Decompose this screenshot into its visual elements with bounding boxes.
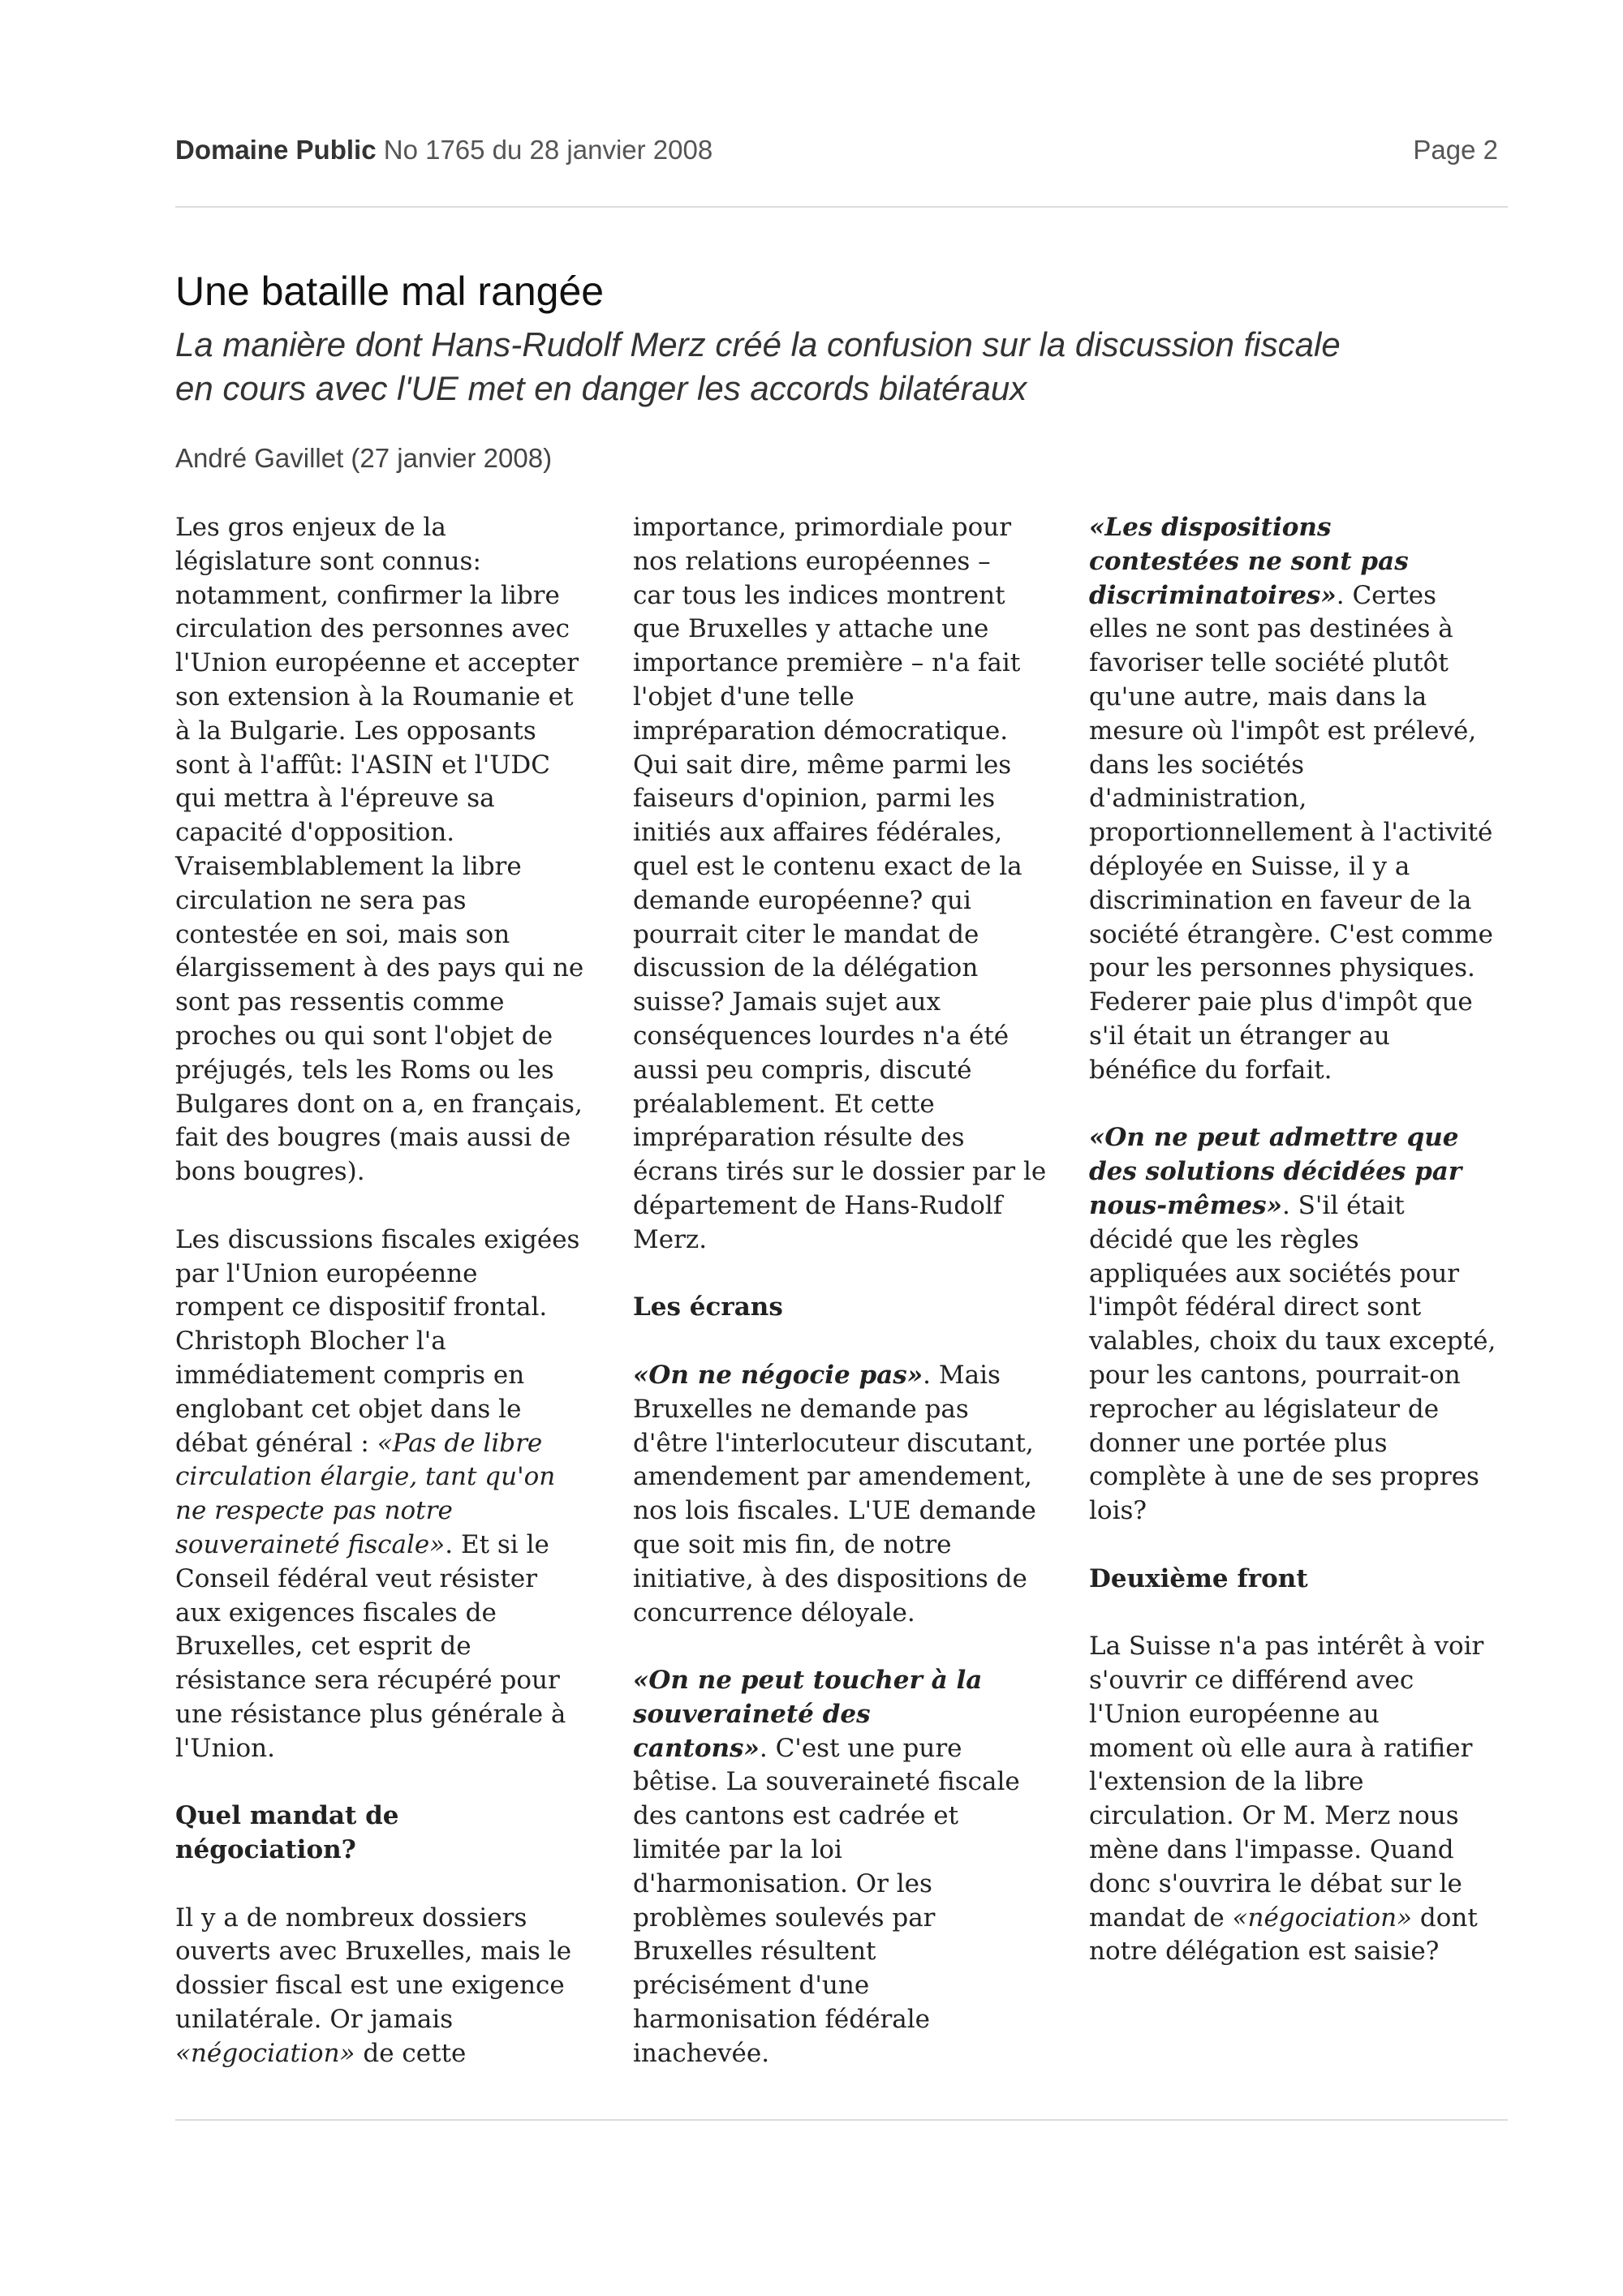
text-run: . C'est une pure: [759, 1733, 962, 1763]
text-line: l'Union européenne et accepter: [175, 648, 579, 678]
text-line: déployée en Suisse, il y a: [1089, 851, 1410, 881]
text-line: La Suisse n'a pas intérêt à voir: [1089, 1632, 1484, 1662]
text-line: harmonisation fédérale: [633, 2005, 931, 2035]
text-run: de cette: [355, 2038, 467, 2068]
text-line: Bruxelles, cet esprit de: [175, 1632, 471, 1662]
lead-quote: «Les dispositions: [1089, 513, 1332, 542]
text-line: Bulgares dont on a, en français,: [175, 1089, 583, 1119]
lead-quote: nous-mêmes»: [1089, 1190, 1282, 1220]
text-line: Conseil fédéral veut résister: [175, 1563, 538, 1593]
text-line: impréparation démocratique.: [633, 716, 1009, 746]
heading-line: Quel mandat de: [175, 1801, 399, 1831]
paragraph: [633, 511, 1071, 1258]
text-line: aux exigences fiscales de: [175, 1597, 497, 1627]
text-line: que soit mis fin, de notre: [633, 1529, 952, 1559]
text-line: Bruxelles résultent: [633, 1937, 876, 1967]
text-line: préjugés, tels les Roms ou les: [175, 1055, 554, 1085]
text-line: s'ouvrir ce différend avec: [1089, 1666, 1414, 1696]
text-line: d'être l'interlocuteur discutant,: [633, 1428, 1034, 1458]
text-line: proches ou qui sont l'objet de: [175, 1021, 553, 1051]
text-line: importance première – n'a fait: [633, 648, 1021, 678]
page-number: Page 2: [1413, 135, 1498, 165]
text-line: son extension à la Roumanie et: [175, 681, 574, 712]
article-byline: André Gavillet (27 janvier 2008): [175, 443, 553, 473]
text-line: l'objet d'une telle: [633, 681, 855, 712]
lead-quote: cantons»: [633, 1733, 760, 1763]
lead-quote: des solutions décidées par: [1089, 1157, 1462, 1187]
text-line: l'impôt fédéral direct sont: [1089, 1292, 1422, 1322]
text-line: Il y a de nombreux dossiers: [175, 1903, 527, 1933]
text-line: reprocher au législateur de: [1089, 1394, 1440, 1424]
text-line: Qui sait dire, même parmi les: [633, 750, 1012, 780]
text-line: mesure où l'impôt est prélevé,: [1089, 716, 1477, 746]
text-line: proportionnellement à l'activité: [1089, 818, 1493, 848]
quote-text: «Pas de libre: [377, 1428, 543, 1458]
text-line: précisément d'une: [633, 1971, 870, 2001]
footer-divider: [175, 2119, 1508, 2121]
text-line: circulation ne sera pas: [175, 885, 467, 915]
text-run: . S'il était: [1281, 1190, 1405, 1220]
text-line: s'il était un étranger au: [1089, 1021, 1390, 1051]
text-line: aussi peu compris, discuté: [633, 1055, 972, 1085]
text-line: résistance sera récupéré pour: [175, 1666, 560, 1696]
text-line: discrimination en faveur de la: [1089, 885, 1472, 915]
text-line: nos lois fiscales. L'UE demande: [633, 1496, 1036, 1526]
section-heading: [175, 1799, 613, 1868]
paragraph: [1089, 1630, 1531, 1969]
text-line: englobant cet objet dans le: [175, 1394, 522, 1424]
text-line: lois?: [1089, 1496, 1147, 1526]
text-line: circulation. Or M. Merz nous: [1089, 1801, 1459, 1831]
text-line: d'administration,: [1089, 784, 1307, 814]
text-line: Federer paie plus d'impôt que: [1089, 987, 1473, 1017]
text-line: bons bougres).: [175, 1157, 365, 1187]
text-line: qu'une autre, mais dans la: [1089, 681, 1427, 712]
text-line: dans les sociétés: [1089, 750, 1304, 780]
text-line: quel est le contenu exact de la: [633, 851, 1022, 881]
text-line: appliquées aux sociétés pour: [1089, 1258, 1460, 1288]
quote-text: circulation élargie, tant qu'on: [175, 1462, 556, 1492]
paragraph: [175, 1902, 613, 2071]
text-line: problèmes soulevés par: [633, 1903, 936, 1933]
text-column-3: [1089, 511, 1531, 2003]
lead-quote: contestées ne sont pas: [1089, 546, 1409, 576]
text-line: Merz.: [633, 1224, 708, 1254]
text-line: conséquences lourdes n'a été: [633, 1021, 1010, 1051]
paragraph: [633, 1359, 1071, 1630]
text-line: l'extension de la libre: [1089, 1767, 1364, 1797]
paragraph: [175, 1223, 613, 1766]
text-line: importance, primordiale pour: [633, 513, 1012, 542]
text-line: Christoph Blocher l'a: [175, 1326, 446, 1357]
text-line: complète à une de ses propres: [1089, 1462, 1479, 1492]
text-line: contestée en soi, mais son: [175, 919, 510, 949]
text-line: bénéfice du forfait.: [1089, 1055, 1332, 1085]
text-line: limitée par la loi: [633, 1835, 842, 1865]
text-line: dossier fiscal est une exigence: [175, 1971, 565, 2001]
paragraph: [175, 511, 613, 1189]
text-line: que Bruxelles y attache une: [633, 614, 989, 644]
text-line: bêtise. La souveraineté fiscale: [633, 1767, 1020, 1797]
text-line: car tous les indices montrent: [633, 580, 1005, 610]
text-line: favoriser telle société plutôt: [1089, 648, 1449, 678]
quote-text: «négociation»: [175, 2038, 355, 2068]
text-line: écrans tirés sur le dossier par le: [633, 1157, 1047, 1187]
text-line: l'Union.: [175, 1733, 275, 1763]
text-line: capacité d'opposition.: [175, 818, 455, 848]
text-line: amendement par amendement,: [633, 1462, 1032, 1492]
text-line: ouverts avec Bruxelles, mais le: [175, 1937, 572, 1967]
text-line: des cantons est cadrée et: [633, 1801, 959, 1831]
page-header: [175, 135, 1508, 167]
text-line: préalablement. Et cette: [633, 1089, 935, 1119]
text-line: donner une portée plus: [1089, 1428, 1388, 1458]
subtitle-line: en cours avec l'UE met en danger les accords bilatéraux: [175, 369, 1027, 407]
quote-text: «négociation»: [1232, 1903, 1413, 1933]
text-line: valables, choix du taux excepté,: [1089, 1326, 1496, 1357]
text-run: dont: [1412, 1903, 1478, 1933]
text-line: société étrangère. C'est comme: [1089, 919, 1493, 949]
header-divider: [175, 206, 1508, 208]
text-line: initiative, à des dispositions de: [633, 1563, 1027, 1593]
text-run: . Mais: [923, 1360, 1001, 1390]
text-line: faiseurs d'opinion, parmi les: [633, 784, 996, 814]
section-heading: Deuxième front: [1089, 1563, 1308, 1593]
text-line: impréparation résulte des: [633, 1123, 965, 1153]
text-line: donc s'ouvrira le débat sur le: [1089, 1868, 1462, 1898]
text-line: à la Bulgarie. Les opposants: [175, 716, 536, 746]
article-title: Une bataille mal rangée: [175, 269, 605, 314]
text-line: sont à l'affût: l'ASIN et l'UDC: [175, 750, 550, 780]
text-line: nos relations européennes –: [633, 546, 991, 576]
text-run: débat général :: [175, 1428, 377, 1458]
article-subtitle: [175, 323, 1522, 411]
text-line: concurrence déloyale.: [633, 1597, 915, 1627]
text-run: . Et si le: [445, 1529, 549, 1559]
text-line: discussion de la délégation: [633, 953, 979, 983]
quote-text: souveraineté fiscale»: [175, 1529, 446, 1559]
text-line: département de Hans-Rudolf: [633, 1190, 1003, 1220]
paragraph: [1089, 1121, 1531, 1529]
heading-line: négociation?: [175, 1835, 356, 1865]
issue-info: No 1765 du 28 janvier 2008: [383, 135, 713, 165]
text-line: législature sont connus:: [175, 546, 481, 576]
text-line: notamment, confirmer la libre: [175, 580, 560, 610]
text-line: suisse? Jamais sujet aux: [633, 987, 941, 1017]
paragraph: [1089, 511, 1531, 1088]
subtitle-line: La manière dont Hans-Rudolf Merz créé la confusion sur la discussion fiscale: [175, 325, 1341, 363]
text-line: demande européenne? qui: [633, 885, 971, 915]
text-line: fait des bougres (mais aussi de: [175, 1123, 571, 1153]
text-line: Vraisemblablement la libre: [175, 851, 522, 881]
text-column-2: [633, 511, 1071, 2105]
text-line: sont pas ressentis comme: [175, 987, 505, 1017]
text-line: Bruxelles ne demande pas: [633, 1394, 969, 1424]
lead-quote: discriminatoires»: [1089, 580, 1337, 610]
text-line: unilatérale. Or jamais: [175, 2005, 454, 2035]
text-line: élargissement à des pays qui ne: [175, 953, 584, 983]
text-line: qui mettra à l'épreuve sa: [175, 784, 495, 814]
text-line: pour les cantons, pourrait-on: [1089, 1360, 1461, 1390]
text-line: pourrait citer le mandat de: [633, 919, 979, 949]
text-line: inachevée.: [633, 2038, 770, 2068]
text-line: rompent ce dispositif frontal.: [175, 1292, 548, 1322]
lead-quote: «On ne négocie pas»: [633, 1360, 923, 1390]
lead-quote: «On ne peut admettre que: [1089, 1123, 1459, 1153]
lead-quote: «On ne peut toucher à la: [633, 1666, 983, 1696]
lead-quote: souveraineté des: [633, 1699, 871, 1729]
text-line: elles ne sont pas destinées à: [1089, 614, 1453, 644]
text-run: . Certes: [1336, 580, 1437, 610]
publication-name: Domaine Public: [175, 135, 377, 165]
text-line: moment où elle aura à ratifier: [1089, 1733, 1473, 1763]
text-line: Les discussions fiscales exigées: [175, 1224, 580, 1254]
text-line: décidé que les règles: [1089, 1224, 1359, 1254]
text-line: une résistance plus générale à: [175, 1699, 566, 1729]
text-line: par l'Union européenne: [175, 1258, 478, 1288]
text-line: mène dans l'impasse. Quand: [1089, 1835, 1454, 1865]
text-line: circulation des personnes avec: [175, 614, 570, 644]
text-line: immédiatement compris en: [175, 1360, 525, 1390]
text-line: initiés aux affaires fédérales,: [633, 818, 1003, 848]
text-column-1: [175, 511, 613, 2105]
quote-text: ne respecte pas notre: [175, 1496, 453, 1526]
text-run: mandat de: [1089, 1903, 1233, 1933]
paragraph: [633, 1664, 1071, 2071]
text-line: pour les personnes physiques.: [1089, 953, 1475, 983]
text-line: Les gros enjeux de la: [175, 513, 446, 542]
section-heading: Les écrans: [633, 1292, 783, 1322]
text-line: l'Union européenne au: [1089, 1699, 1380, 1729]
text-line: d'harmonisation. Or les: [633, 1868, 932, 1898]
text-line: notre délégation est saisie?: [1089, 1937, 1440, 1967]
